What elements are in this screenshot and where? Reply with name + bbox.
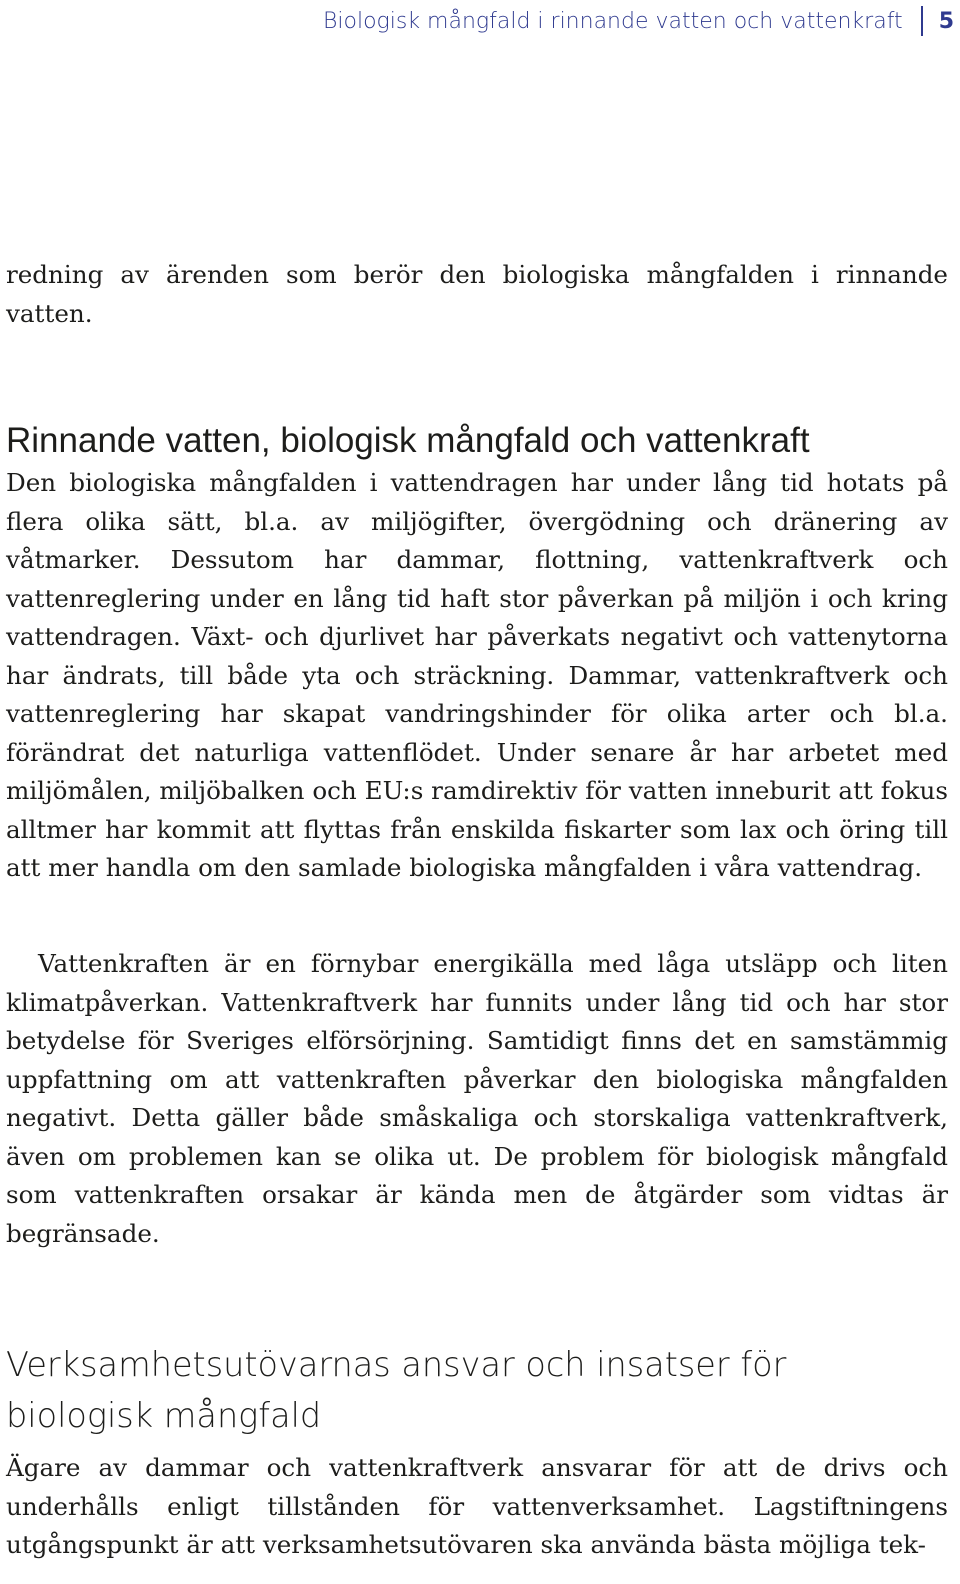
heading-line-1: Verksamhetsutövarnas ansvar och insatser för	[6, 1345, 787, 1384]
section2-paragraph-1: Ägare av dammar och vattenkraftverk ansvarar för att de drivs och underhålls enligt tillstånden för vattenverksamhet. Lagstiftningens utgångspunkt är att verksamhetsutövaren ska använda bästa möjliga tek-	[6, 1453, 948, 1559]
running-header-title: Biologisk mångfald i rinnande vatten och vattenkraft	[323, 8, 903, 34]
section-heading-rinnande-vatten: Rinnande vatten, biologisk mångfald och vattenkraft	[6, 421, 810, 460]
header-divider	[921, 6, 923, 36]
section-heading-verksamhetsutovare	[6, 1339, 948, 1441]
section1-paragraph-1: Den biologiska mångfalden i vattendragen har under lång tid hotats på flera olika sätt, bl.a. av miljögifter, övergödning och dränering av våtmarker. Dessutom har dammar, flottning, vattenkraftverk och vattenreglering under en lång tid haft stor påverkan på miljön i och kring vattendragen. Växt- och djurlivet har påverkats negativt och vattenytorna har ändrats, till både yta och sträckning. Dammar, vattenkraftverk och vattenreglering har skapat vandringshinder för olika arter och bl.a. förändrat det naturliga vattenflödet. Under senare år har arbetet med miljömålen, miljöbalken och EU:s ramdirektiv för vatten inneburit att fokus alltmer har kommit att flyttas från enskilda fiskarter som lax och öring till att mer handla om den samlade biologiska mångfalden i våra vattendrag.	[6, 468, 948, 882]
intro-continuation-paragraph: redning av ärenden som berör den biologiska mångfalden i rinnande vatten.	[6, 260, 948, 328]
page-number: 5	[938, 8, 954, 34]
section1-paragraph-2: Vattenkraften är en förnybar energikälla med låga utsläpp och liten klimatpåverkan. Vattenkraftverk har funnits under lång tid och har stor betydelse för Sveriges elförsörjning. Samtidigt finns det en samstämmig uppfattning om att vattenkraften påverkar den biologiska mångfalden negativt. Detta gäller både småskaliga och storskaliga vattenkraftverk, även om problemen kan se olika ut. De problem för biologisk mångfald som vattenkraften orsakar är kända men de åtgärder som vidtas är begränsade.	[6, 949, 948, 1248]
heading-line-2: biologisk mångfald	[6, 1396, 322, 1435]
running-header	[323, 6, 954, 36]
